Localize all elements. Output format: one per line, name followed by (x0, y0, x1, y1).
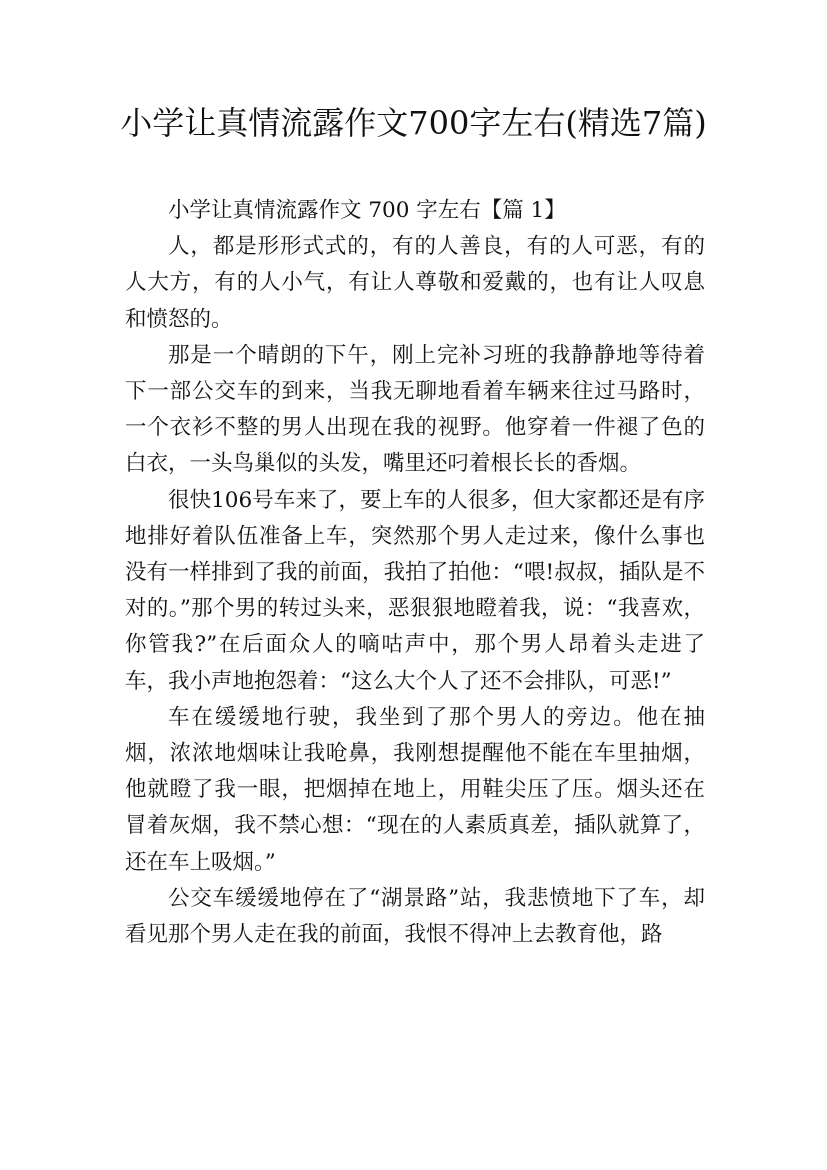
paragraph-4: 车在缓缓地行驶，我坐到了那个男人的旁边。他在抽烟，浓浓地烟味让我呛鼻，我刚想提醒他不能在车里抽烟，他就瞪了我一眼，把烟掉在地上，用鞋尖压了压。烟头还在冒着灰烟，我不禁心想：“现在的人素质真差，插队就算了，还在车上吸烟。” (125, 704, 705, 875)
document-title: 小学让真情流露作文700字左右(精选7篇) (120, 104, 707, 142)
paragraph-1: 人，都是形形式式的，有的人善良，有的人可恶，有的人大方，有的人小气，有让人尊敬和爱戴的，也有让人叹息和愤怒的。 (125, 234, 705, 332)
document-body (125, 193, 705, 953)
paragraph-2: 那是一个晴朗的下午，刚上完补习班的我静静地等待着下一部公交车的到来，当我无聊地看着车辆来往过马路时，一个衣衫不整的男人出现在我的视野。他穿着一件褪了色的白衣，一头鸟巢似的头发，嘴里还叼着根长长的香烟。 (125, 342, 705, 477)
paragraph-3: 很快106号车来了，要上车的人很多，但大家都还是有序地排好着队伍准备上车，突然那个男人走过来，像什么事也没有一样排到了我的前面，我拍了拍他：“喂!叔叔，插队是不对的。”那个男的转过头来，恶狠狠地瞪着我，说：“我喜欢，你管我?”在后面众人的嘀咕声中，那个男人昂着头走进了车，我小声地抱怨着：“这么大个人了还不会排队，可恶!” (125, 487, 705, 694)
paragraph-5: 公交车缓缓地停在了“湖景路”站，我悲愤地下了车，却看见那个男人走在我的前面，我恨不得冲上去教育他，路 (125, 885, 705, 948)
section-heading: 小学让真情流露作文 700 字左右【篇 1】 (168, 198, 566, 223)
